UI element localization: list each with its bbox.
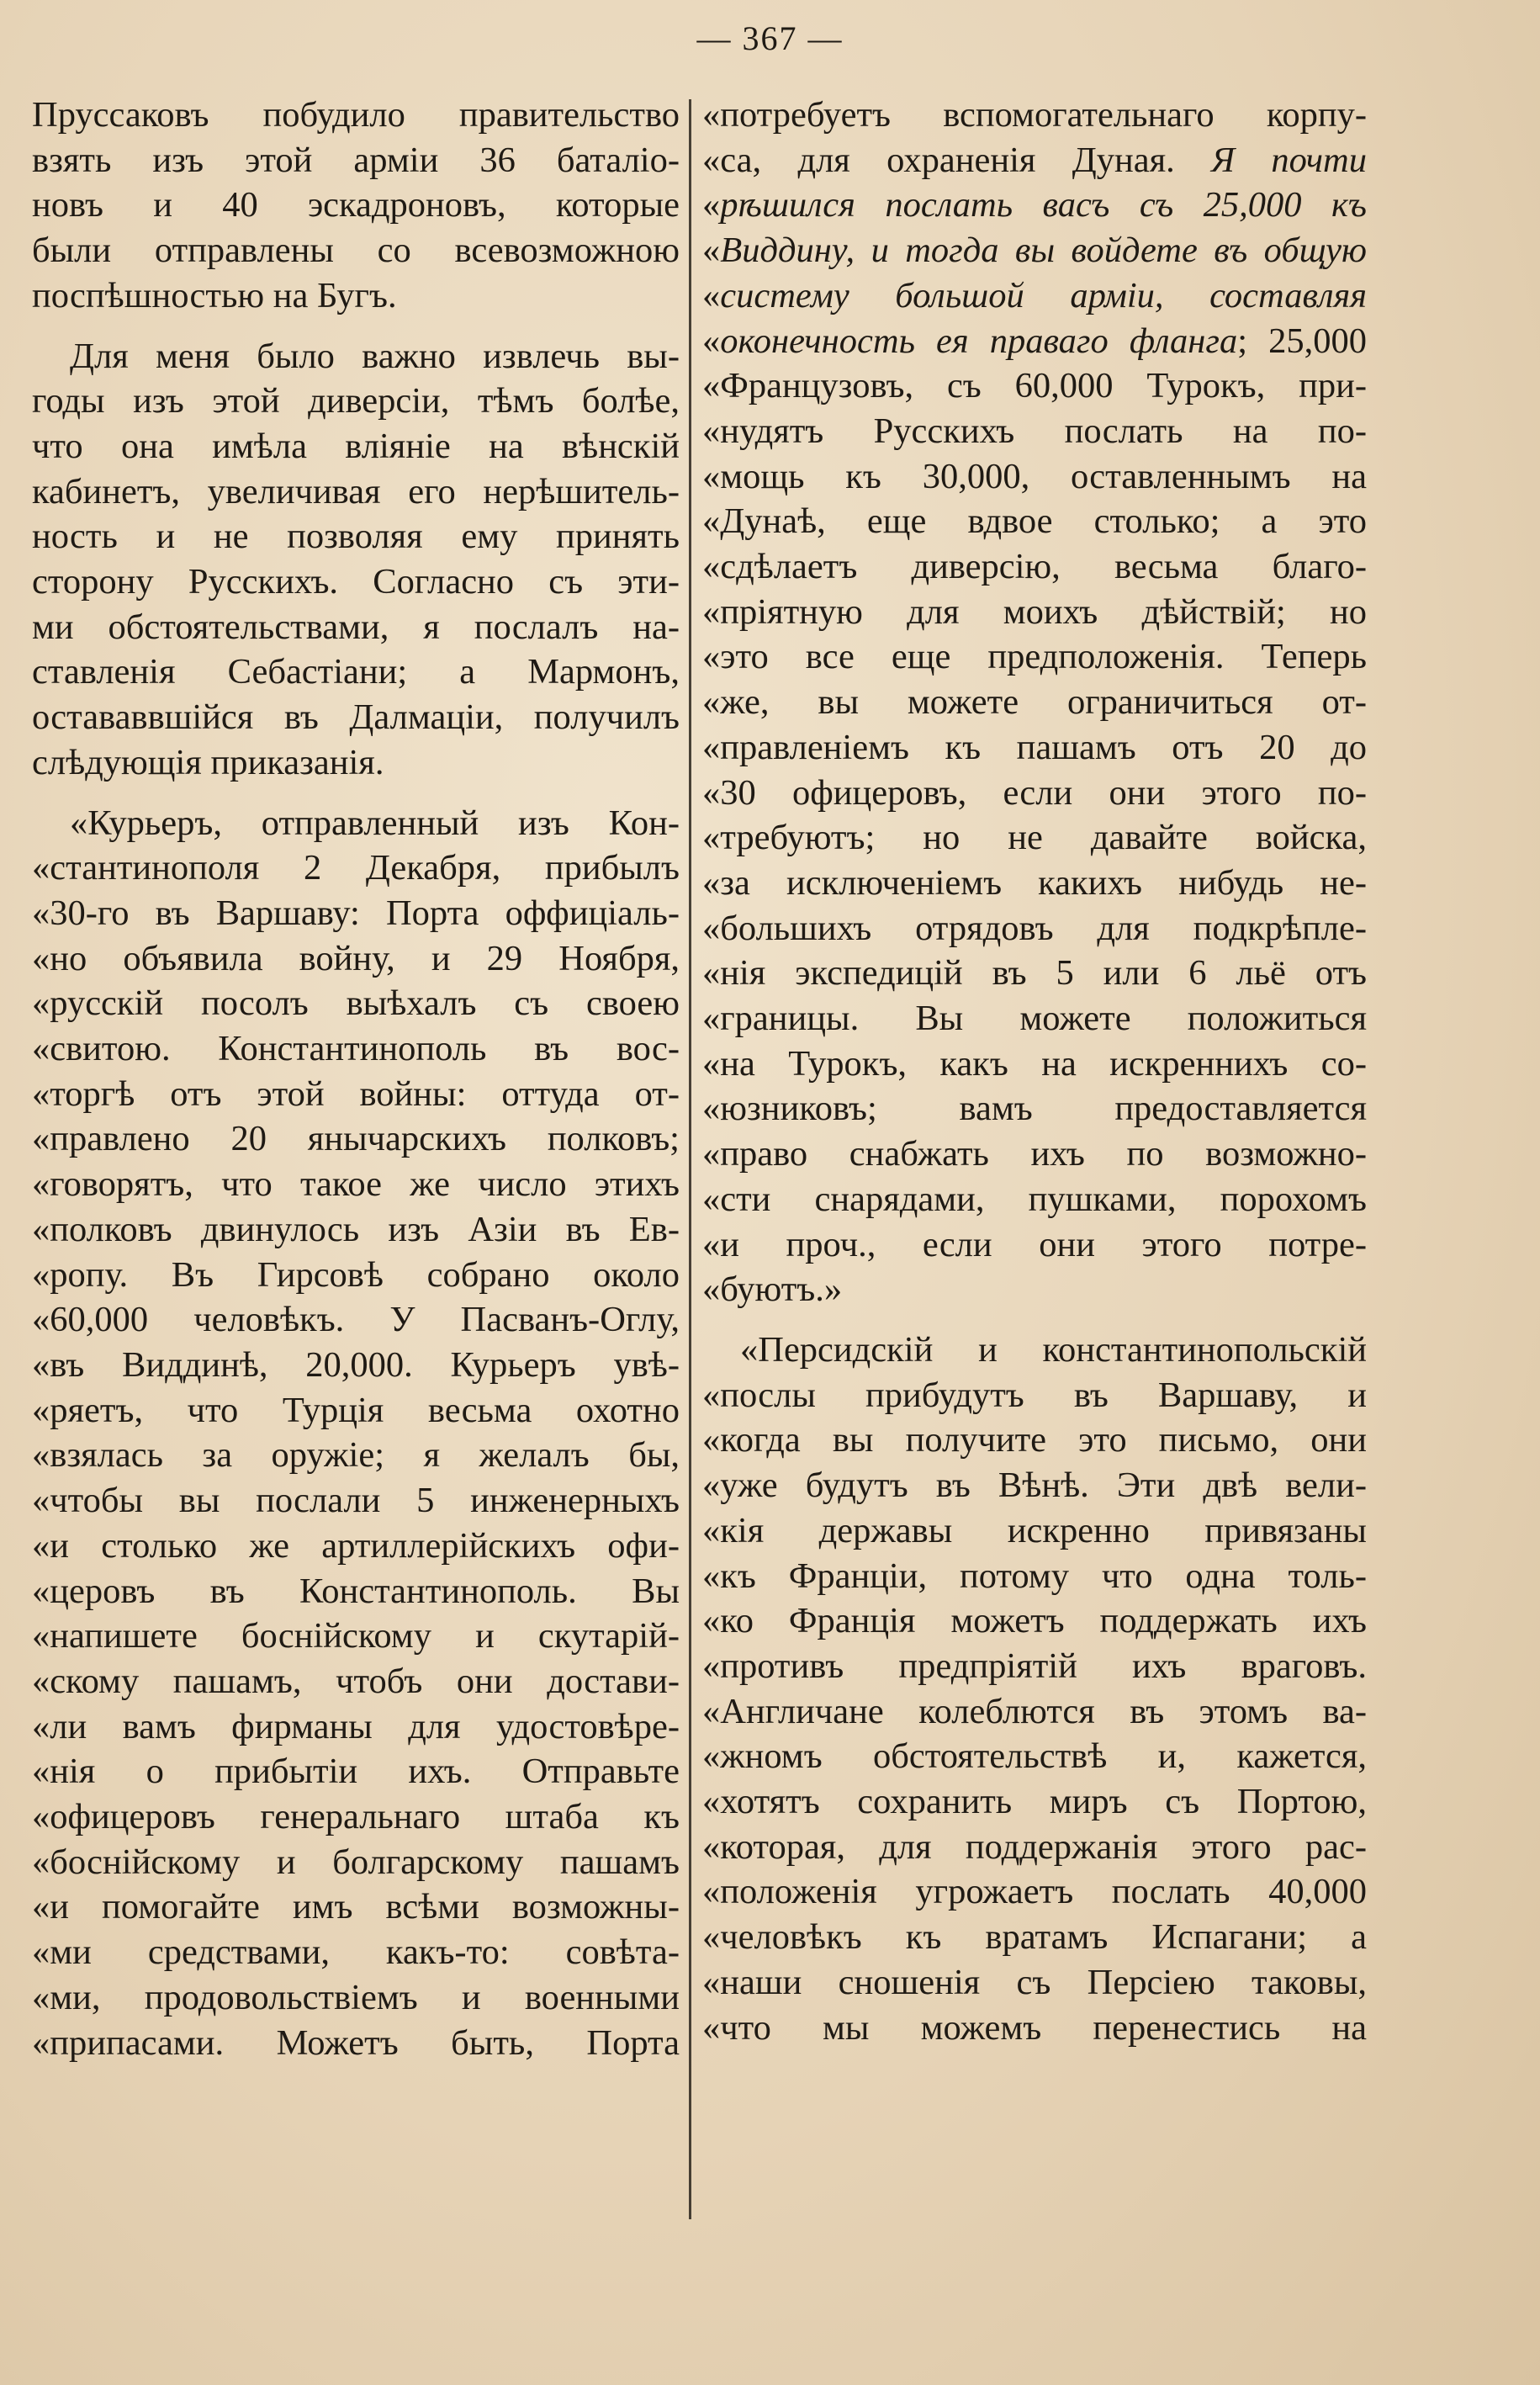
text-line: ность и не позволяя ему принять [32, 517, 680, 557]
text-line: кабинетъ, увеличивая его нерѣшитель- [32, 471, 680, 511]
text-line: «офицеровъ генеральнаго штаба къ [32, 1797, 680, 1837]
text-line: поспѣшностью на Бугъ. [32, 275, 397, 315]
text-line: «и столько же артиллерійскихъ офи- [32, 1525, 680, 1566]
text-line: «Персидскій и константинопольскій [740, 1329, 1367, 1370]
text-line: «уже будутъ въ Вѣнѣ. Эти двѣ вели- [702, 1465, 1367, 1506]
text-line: «30-го въ Варшаву: Порта оффиціаль- [32, 893, 680, 933]
text-line: ставленія Себастіани; а Мармонъ, [32, 652, 680, 692]
paragraph-gap [32, 319, 680, 334]
text-line: «припасами. Можетъ быть, Порта [32, 2022, 680, 2063]
text-line: «правлено 20 янычарскихъ полковъ; [32, 1119, 680, 1159]
text-line: «свитою. Константинополь въ вос- [32, 1029, 680, 1069]
text-line: «Французовъ, съ 60,000 Турокъ, при- [702, 366, 1367, 406]
text-line: «Дунаѣ, еще вдвое столько; а это [702, 501, 1367, 542]
text-line: «ропу. Въ Гирсовѣ собрано около [32, 1254, 680, 1295]
text-line: «скому пашамъ, чтобъ они достави- [32, 1661, 680, 1701]
text-line: «потребуетъ вспомогательнаго корпу- [702, 95, 1367, 135]
text-line: «жномъ обстоятельствѣ и, кажется, [702, 1736, 1367, 1777]
text-line: «нія о прибытіи ихъ. Отправьте [32, 1752, 680, 1792]
text-line: Для меня было важно извлечь вы- [70, 336, 680, 376]
text-line: «торгѣ отъ этой войны: оттуда от- [32, 1073, 680, 1114]
text-line: «человѣкъ къ вратамъ Испагани; а [702, 1917, 1367, 1958]
text-line: «мощь къ 30,000, оставленнымъ на [702, 456, 1367, 496]
text-line: «са, для охраненія Дуная. Я почти [702, 140, 1367, 180]
text-line: «юзниковъ; вамъ предоставляется [702, 1089, 1367, 1129]
left-column [32, 93, 680, 2065]
text-line: «напишете боснійскому и скутарій- [32, 1616, 680, 1656]
right-column [702, 93, 1367, 2050]
text-line: «ми средствами, какъ-то: совѣта- [32, 1932, 680, 1973]
text-line: что она имѣла вліяніе на вѣнскій [32, 426, 680, 466]
text-line: «же, вы можете ограничиться от- [702, 682, 1367, 723]
paragraph-gap [32, 786, 680, 801]
text-line: «Виддину, и тогда вы войдете въ общую [702, 231, 1367, 271]
text-line: «рѣшился послать васъ съ 25,000 къ [702, 185, 1367, 225]
text-line: «оконечность ея праваго фланга; 25,000 [702, 321, 1367, 361]
text-line: взять изъ этой арміи 36 баталіо- [32, 140, 680, 180]
text-line: «ряетъ, что Турція весьма охотно [32, 1390, 680, 1430]
text-line: «за исключеніемъ какихъ нибудь не- [702, 862, 1367, 903]
text-line: «къ Франціи, потому что одна толь- [702, 1556, 1367, 1596]
text-line: были отправлены со всевозможною [32, 231, 680, 271]
text-line: «наши сношенія съ Персіею таковы, [702, 1962, 1367, 2002]
text-line: «на Турокъ, какъ на искреннихъ со- [702, 1043, 1367, 1084]
text-line: годы изъ этой диверсіи, тѣмъ болѣе, [32, 381, 680, 421]
text-line: «границы. Вы можете положиться [702, 999, 1367, 1039]
column-divider [689, 99, 691, 2219]
text-line: «60,000 человѣкъ. У Пасванъ-Оглу, [32, 1300, 680, 1340]
text-line: «ко Франція можетъ поддержать ихъ [702, 1601, 1367, 1641]
text-line: «буютъ.» [702, 1269, 843, 1310]
text-line: новъ и 40 эскадроновъ, которые [32, 185, 680, 225]
text-line: «когда вы получите это письмо, они [702, 1420, 1367, 1460]
text-line: «положенія угрожаетъ послать 40,000 [702, 1872, 1367, 1912]
text-line: «требуютъ; но не давайте войска, [702, 818, 1367, 858]
text-line: «полковъ двинулось изъ Азіи въ Ев- [32, 1209, 680, 1249]
text-line: «противъ предпріятій ихъ враговъ. [702, 1646, 1367, 1686]
text-line: «но объявила войну, и 29 Ноября, [32, 938, 680, 978]
text-line: «систему большой арміи, составляя [702, 275, 1367, 315]
text-line: «что мы можемъ перенестись на [702, 2007, 1367, 2048]
text-line: «правленіемъ къ пашамъ отъ 20 до [702, 727, 1367, 767]
text-line: «пріятную для моихъ дѣйствій; но [702, 591, 1367, 632]
text-line: «хотятъ сохранить миръ съ Портою, [702, 1782, 1367, 1822]
text-line: «сти снарядами, пушками, порохомъ [702, 1179, 1367, 1219]
text-line: «послы прибудутъ въ Варшаву, и [702, 1375, 1367, 1415]
text-line: «нудятъ Русскихъ послать на по- [702, 411, 1367, 451]
text-line: «и помогайте имъ всѣми возможны- [32, 1887, 680, 1927]
text-line: остававвшійся въ Далмаціи, получилъ [32, 697, 680, 738]
text-line: Пруссаковъ побудило правительство [32, 95, 680, 135]
text-line: «и проч., если они этого потре- [702, 1224, 1367, 1264]
text-line: «Курьеръ, отправленный изъ Кон- [70, 803, 680, 843]
text-line: «говорятъ, что такое же число этихъ [32, 1164, 680, 1205]
text-line: «Англичане колеблются въ этомъ ва- [702, 1691, 1367, 1731]
text-line: «боснійскому и болгарскому пашамъ [32, 1842, 680, 1882]
text-line: «церовъ въ Константинополь. Вы [32, 1571, 680, 1611]
text-line: «ли вамъ фирманы для удостовѣре- [32, 1706, 680, 1746]
text-line: сторону Русскихъ. Согласно съ эти- [32, 562, 680, 602]
text-line: «30 офицеровъ, если они этого по- [702, 772, 1367, 813]
text-line: «кія державы искренно привязаны [702, 1510, 1367, 1550]
text-line: слѣдующія приказанія. [32, 742, 384, 782]
paragraph-gap [702, 1312, 1367, 1328]
text-line: ми обстоятельствами, я послалъ на- [32, 607, 680, 647]
text-line: «русскій посолъ выѣхалъ съ своею [32, 983, 680, 1024]
text-line: «взялась за оружіе; я желалъ бы, [32, 1435, 680, 1476]
page-number: — 367 — [696, 19, 844, 57]
text-line: «стантинополя 2 Декабря, прибылъ [32, 848, 680, 888]
text-line: «ми, продовольствіемъ и военными [32, 1977, 680, 2017]
text-line: «въ Виддинѣ, 20,000. Курьеръ увѣ- [32, 1344, 680, 1385]
text-line: «это все еще предположенія. Теперь [702, 637, 1367, 677]
text-line: «право снабжать ихъ по возможно- [702, 1134, 1367, 1174]
text-line: «сдѣлаетъ диверсію, весьма благо- [702, 547, 1367, 587]
text-line: «которая, для поддержанія этого рас- [702, 1826, 1367, 1867]
text-line: «чтобы вы послали 5 инженерныхъ [32, 1481, 680, 1521]
text-line: «нія экспедицій въ 5 или 6 льё отъ [702, 953, 1367, 994]
text-line: «большихъ отрядовъ для подкрѣпле- [702, 908, 1367, 948]
